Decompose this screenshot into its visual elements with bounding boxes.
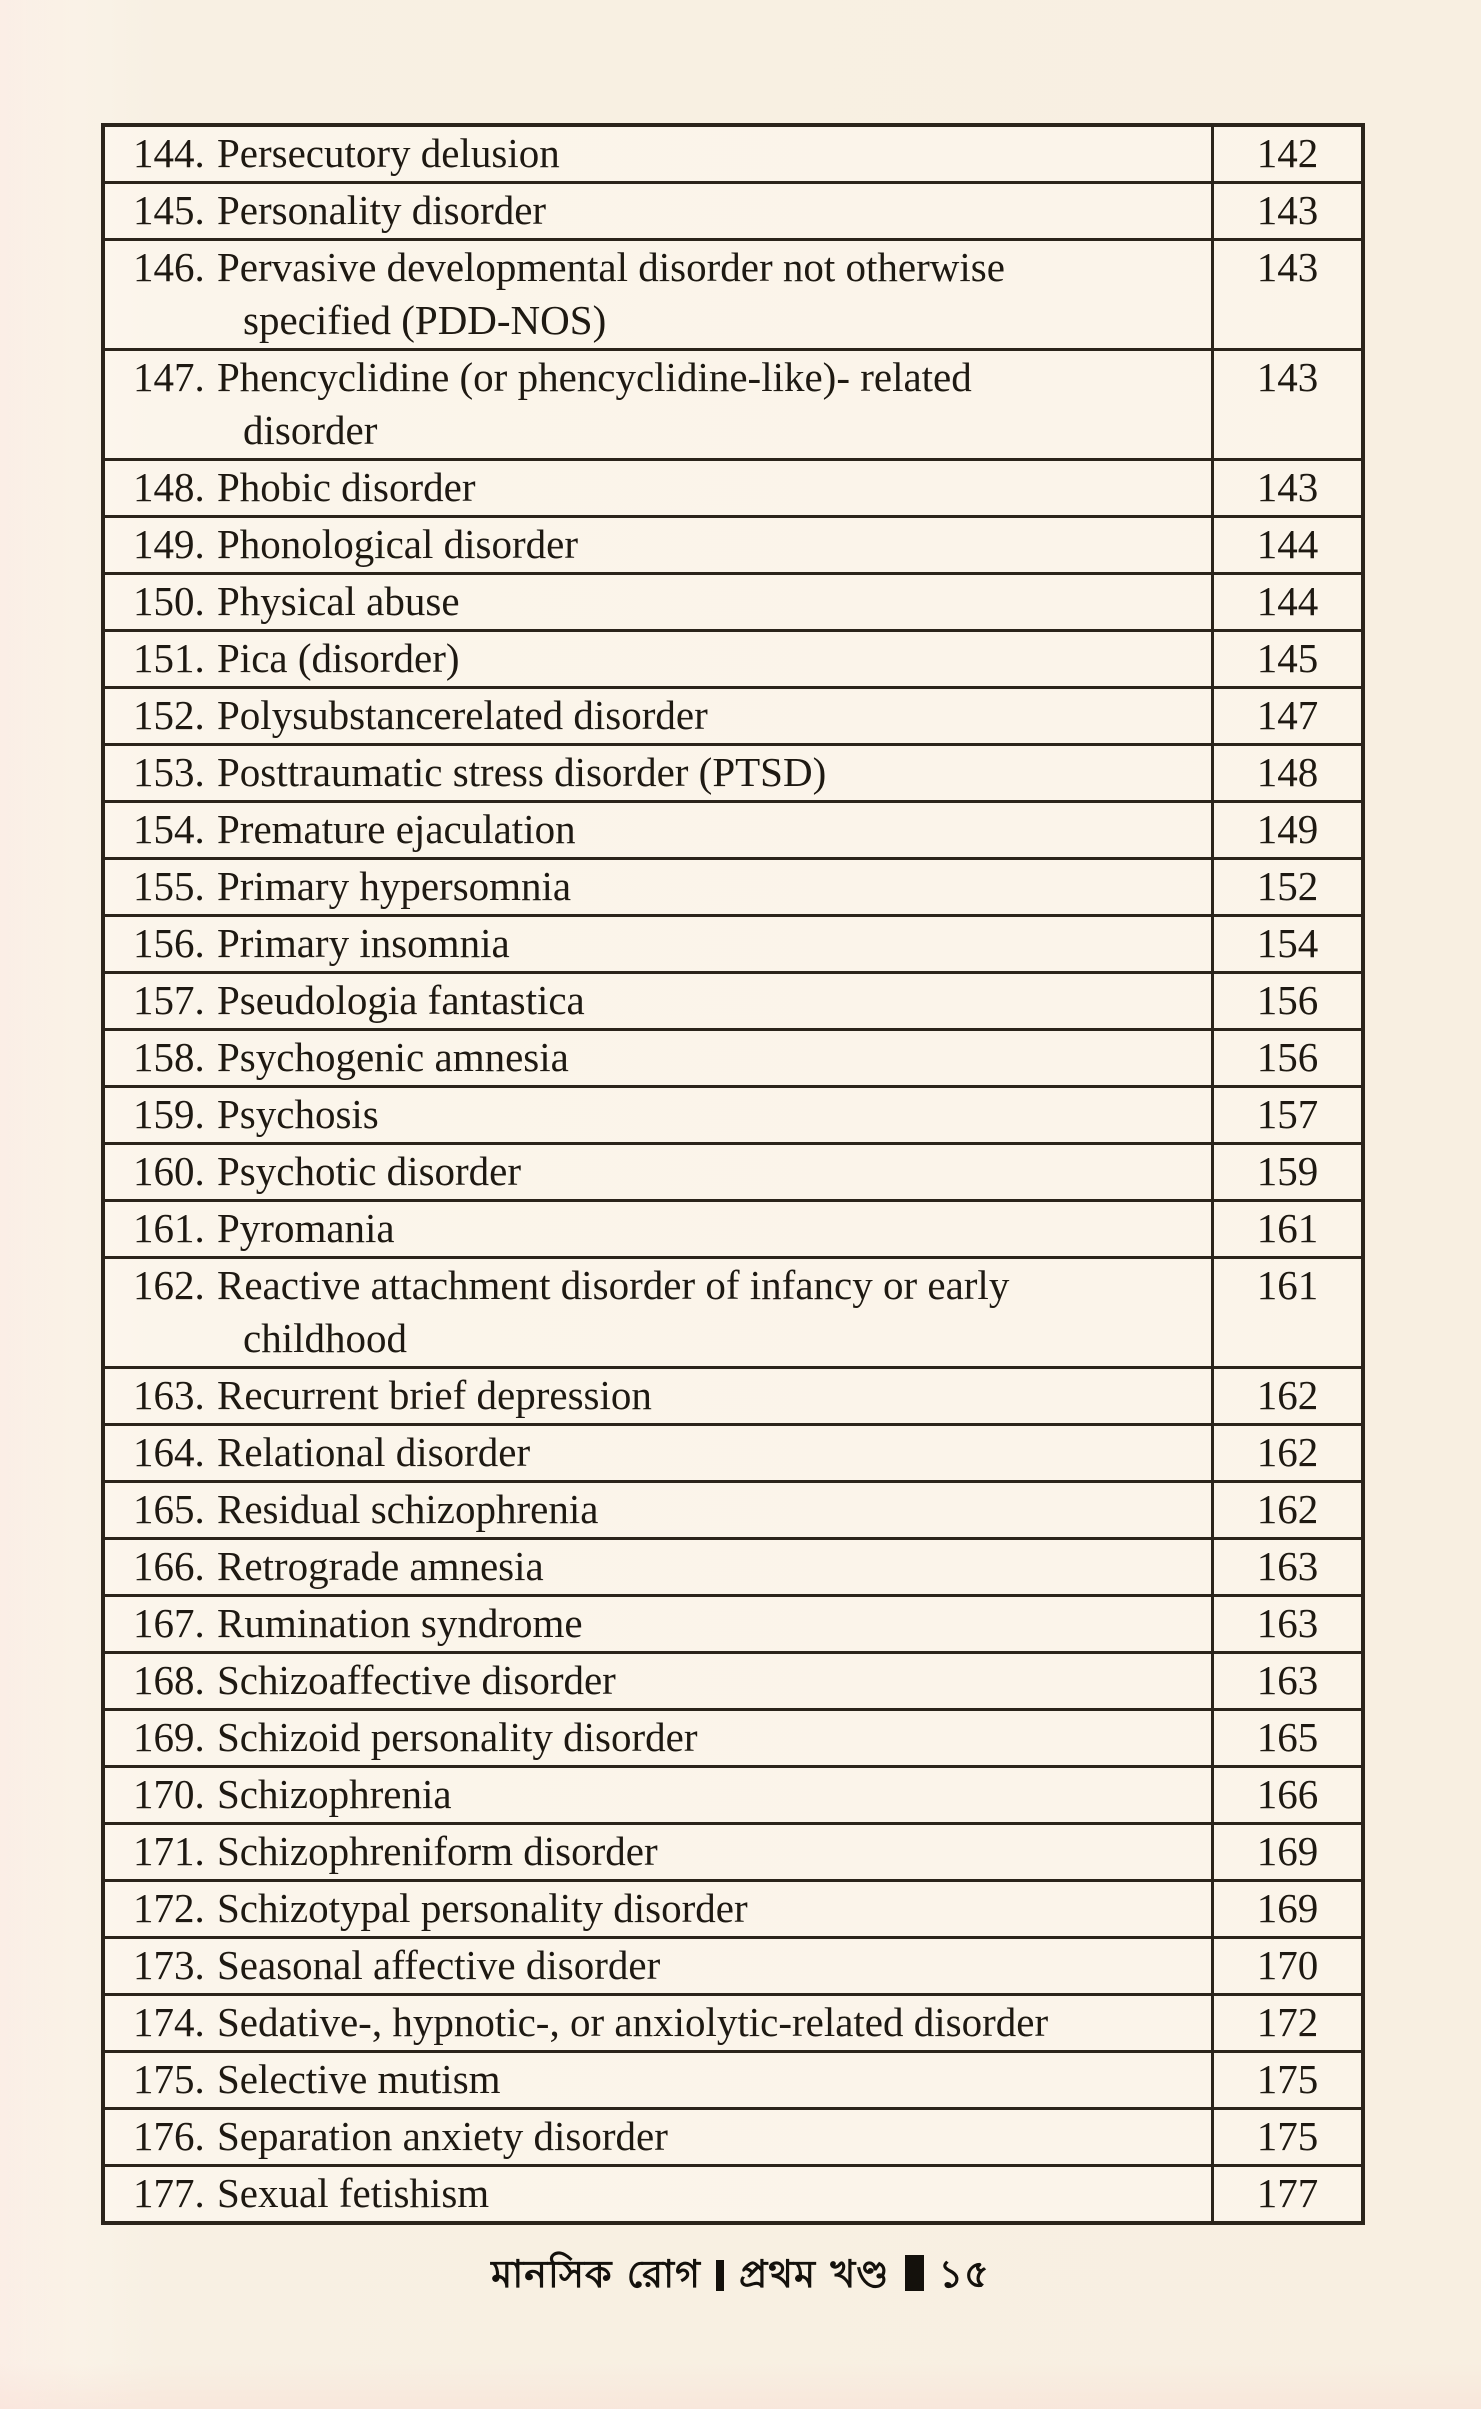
entry-name-cell <box>105 127 1214 181</box>
table-row <box>105 1031 1361 1088</box>
table-row <box>105 2053 1361 2110</box>
entry-name: Pervasive developmental disorder not otherwise <box>217 244 1005 290</box>
entry-name-cell <box>105 575 1214 629</box>
entry-name: Phobic disorder <box>217 464 476 510</box>
entry-name-cell <box>105 1369 1214 1423</box>
entry-name-cell <box>105 1426 1214 1480</box>
entry-name-cell <box>105 917 1214 971</box>
index-table <box>101 123 1365 2225</box>
entry-name-line <box>105 127 1211 180</box>
entry-number: 175. <box>133 2056 205 2102</box>
entry-name-line <box>105 689 1211 742</box>
entry-name-cell <box>105 518 1214 572</box>
entry-name-line <box>105 1145 1211 1198</box>
entry-number: 151. <box>133 635 205 681</box>
table-row <box>105 689 1361 746</box>
entry-name-line <box>105 1426 1211 1479</box>
entry-page-number: 144 <box>1256 578 1319 624</box>
entry-name: Schizoaffective disorder <box>217 1657 616 1703</box>
entry-number: 171. <box>133 1828 205 1874</box>
entry-name: Selective mutism <box>217 2056 501 2102</box>
entry-name-line <box>105 461 1211 514</box>
table-row <box>105 184 1361 241</box>
entry-name-continuation: childhood <box>243 1315 407 1361</box>
entry-page-number: 143 <box>1256 244 1319 290</box>
entry-number: 156. <box>133 920 205 966</box>
entry-page-number: 152 <box>1256 863 1319 909</box>
entry-name-line <box>105 1768 1211 1821</box>
entry-number: 164. <box>133 1429 205 1475</box>
table-row <box>105 860 1361 917</box>
table-row <box>105 1597 1361 1654</box>
entry-name-line <box>105 1654 1211 1707</box>
entry-number: 157. <box>133 977 205 1023</box>
entry-name-line <box>105 351 1211 404</box>
entry-name-line <box>105 1088 1211 1141</box>
entry-number: 158. <box>133 1034 205 1080</box>
entry-page-number: 177 <box>1256 2170 1319 2216</box>
entry-name-cell <box>105 1654 1214 1708</box>
entry-number: 147. <box>133 354 205 400</box>
entry-name-cell <box>105 1597 1214 1651</box>
entry-number: 162. <box>133 1262 205 1308</box>
entry-name-line <box>105 1259 1211 1312</box>
entry-number: 150. <box>133 578 205 624</box>
table-row <box>105 1145 1361 1202</box>
table-row <box>105 803 1361 860</box>
entry-name-cell <box>105 1202 1214 1256</box>
entry-page-number: 163 <box>1256 1600 1319 1646</box>
entry-page-number: 166 <box>1256 1771 1319 1817</box>
table-row <box>105 1202 1361 1259</box>
entry-name-cell <box>105 1996 1214 2050</box>
entry-name-cell <box>105 1711 1214 1765</box>
entry-page-number: 162 <box>1256 1429 1319 1475</box>
entry-name-line <box>105 1939 1211 1992</box>
table-row <box>105 2167 1361 2221</box>
entry-name: Retrograde amnesia <box>217 1543 544 1589</box>
entry-name-line <box>105 575 1211 628</box>
entry-name-cell <box>105 1939 1214 1993</box>
entry-page-number: 161 <box>1256 1205 1319 1251</box>
entry-number: 159. <box>133 1091 205 1137</box>
entry-number: 173. <box>133 1942 205 1988</box>
entry-name-line <box>105 2053 1211 2106</box>
entry-name: Schizophrenia <box>217 1771 452 1817</box>
entry-page-number: 175 <box>1256 2113 1319 2159</box>
entry-name-cell <box>105 1145 1214 1199</box>
entry-page-number: 143 <box>1256 354 1319 400</box>
entry-name-cell <box>105 2110 1214 2164</box>
entry-page-number: 149 <box>1256 806 1319 852</box>
entry-page-number: 147 <box>1256 692 1319 738</box>
entry-name-line <box>105 2167 1211 2220</box>
entry-page-number: 145 <box>1256 635 1319 681</box>
entry-name: Schizophreniform disorder <box>217 1828 658 1874</box>
table-row <box>105 241 1361 351</box>
entry-name: Primary hypersomnia <box>217 863 572 909</box>
entry-number: 172. <box>133 1885 205 1931</box>
entry-name: Seasonal affective disorder <box>217 1942 661 1988</box>
entry-name: Rumination syndrome <box>217 1600 583 1646</box>
entry-number: 148. <box>133 464 205 510</box>
entry-name: Schizoid personality disorder <box>217 1714 698 1760</box>
entry-name-continuation: specified (PDD-NOS) <box>243 297 607 343</box>
entry-page-number: 156 <box>1256 1034 1319 1080</box>
footer-volume: প্রথম খণ্ড <box>739 2252 890 2296</box>
table-row <box>105 1825 1361 1882</box>
entry-name: Pica (disorder) <box>217 635 460 681</box>
page-footer <box>0 2243 1481 2305</box>
entry-page-number: 162 <box>1256 1486 1319 1532</box>
entry-page-number: 162 <box>1256 1372 1319 1418</box>
entry-page-number: 169 <box>1256 1828 1319 1874</box>
entry-name-cell <box>105 746 1214 800</box>
table-row <box>105 1483 1361 1540</box>
table-row <box>105 974 1361 1031</box>
entry-name-line <box>105 746 1211 799</box>
entry-name: Psychosis <box>217 1091 379 1137</box>
entry-page-number: 144 <box>1256 521 1319 567</box>
entry-page-number: 165 <box>1256 1714 1319 1760</box>
entry-name-cell <box>105 1031 1214 1085</box>
entry-page-number: 157 <box>1256 1091 1319 1137</box>
entry-name-cell <box>105 1540 1214 1594</box>
entry-page-number: 143 <box>1256 187 1319 233</box>
entry-name-line <box>105 1597 1211 1650</box>
entry-name-cell <box>105 184 1214 238</box>
entry-name-line <box>105 518 1211 571</box>
table-row <box>105 1369 1361 1426</box>
entry-number: 176. <box>133 2113 205 2159</box>
entry-name-line <box>105 184 1211 237</box>
entry-name-cell <box>105 1088 1214 1142</box>
entry-number: 170. <box>133 1771 205 1817</box>
table-row <box>105 632 1361 689</box>
entry-number: 155. <box>133 863 205 909</box>
entry-number: 153. <box>133 749 205 795</box>
entry-number: 161. <box>133 1205 205 1251</box>
table-row <box>105 1259 1361 1369</box>
table-row <box>105 2110 1361 2167</box>
entry-name: Premature ejaculation <box>217 806 576 852</box>
entry-name-line <box>105 1711 1211 1764</box>
entry-name-cell <box>105 632 1214 686</box>
separator-bar-icon <box>716 2260 724 2291</box>
entry-name-line <box>105 241 1211 294</box>
entry-name-continuation: disorder <box>243 407 378 453</box>
entry-name-line <box>105 1882 1211 1935</box>
entry-name-cell <box>105 241 1214 348</box>
table-row <box>105 1654 1361 1711</box>
entry-name-line <box>105 2110 1211 2163</box>
entry-name-line <box>105 974 1211 1027</box>
table-row <box>105 1540 1361 1597</box>
entry-number: 160. <box>133 1148 205 1194</box>
entry-page-number: 143 <box>1256 464 1319 510</box>
entry-name: Residual schizophrenia <box>217 1486 599 1532</box>
entry-name-line <box>105 860 1211 913</box>
table-row <box>105 1088 1361 1145</box>
entry-name-line <box>105 632 1211 685</box>
table-row <box>105 1711 1361 1768</box>
scan-edge-shading-left <box>0 0 78 2409</box>
entry-number: 177. <box>133 2170 205 2216</box>
entry-name-cell <box>105 1768 1214 1822</box>
entry-name-line <box>105 803 1211 856</box>
entry-page-number: 142 <box>1256 130 1319 176</box>
entry-name-line <box>105 1540 1211 1593</box>
entry-name: Personality disorder <box>217 187 547 233</box>
entry-name-cell <box>105 974 1214 1028</box>
footer-page-number: ১৫ <box>938 2252 990 2296</box>
entry-name-cell <box>105 351 1214 458</box>
entry-page-number: 175 <box>1256 2056 1319 2102</box>
entry-number: 165. <box>133 1486 205 1532</box>
entry-name: Schizotypal personality disorder <box>217 1885 748 1931</box>
entry-page-number: 161 <box>1256 1262 1319 1308</box>
entry-name: Persecutory delusion <box>217 130 560 176</box>
entry-page-number: 172 <box>1256 1999 1319 2045</box>
entry-number: 167. <box>133 1600 205 1646</box>
table-row <box>105 1996 1361 2053</box>
entry-name: Pseudologia fantastica <box>217 977 585 1023</box>
table-row <box>105 746 1361 803</box>
entry-name-line <box>105 1202 1211 1255</box>
table-row <box>105 1939 1361 1996</box>
entry-name-cell <box>105 2167 1214 2221</box>
table-row <box>105 461 1361 518</box>
entry-name: Sexual fetishism <box>217 2170 490 2216</box>
entry-number: 166. <box>133 1543 205 1589</box>
entry-name-line <box>105 1483 1211 1536</box>
entry-number: 152. <box>133 692 205 738</box>
entry-name-cell <box>105 1882 1214 1936</box>
entry-name: Reactive attachment disorder of infancy or early <box>217 1262 1010 1308</box>
entry-number: 144. <box>133 130 205 176</box>
footer-book-title: মানসিক রোগ <box>491 2252 702 2296</box>
entry-name: Posttraumatic stress disorder (PTSD) <box>217 749 827 795</box>
entry-name: Psychotic disorder <box>217 1148 522 1194</box>
entry-number: 149. <box>133 521 205 567</box>
separator-block-icon <box>905 2255 924 2291</box>
entry-name-cell <box>105 461 1214 515</box>
table-row <box>105 575 1361 632</box>
table-row <box>105 351 1361 461</box>
entry-name: Sedative-, hypnotic-, or anxiolytic-related disorder <box>217 1999 1049 2045</box>
entry-page-number: 163 <box>1256 1657 1319 1703</box>
entry-name-line <box>105 1031 1211 1084</box>
entry-name: Primary insomnia <box>217 920 510 966</box>
entry-name: Relational disorder <box>217 1429 531 1475</box>
table-row <box>105 1882 1361 1939</box>
entry-name-cell <box>105 2053 1214 2107</box>
entry-number: 163. <box>133 1372 205 1418</box>
entry-number: 145. <box>133 187 205 233</box>
entry-number: 146. <box>133 244 205 290</box>
scan-edge-shading-bottom <box>0 2363 1481 2409</box>
entry-number: 169. <box>133 1714 205 1760</box>
entry-name: Pyromania <box>217 1205 395 1251</box>
entry-name-cell <box>105 860 1214 914</box>
entry-number: 154. <box>133 806 205 852</box>
entry-name: Polysubstancerelated disorder <box>217 692 708 738</box>
entry-name: Phencyclidine (or phencyclidine-like)- related <box>217 354 972 400</box>
entry-name-cell <box>105 803 1214 857</box>
entry-page-number: 169 <box>1256 1885 1319 1931</box>
entry-page-number: 148 <box>1256 749 1319 795</box>
entry-name-cell <box>105 1483 1214 1537</box>
entry-name: Physical abuse <box>217 578 460 624</box>
table-row <box>105 518 1361 575</box>
table-row <box>105 1768 1361 1825</box>
entry-page-number: 159 <box>1256 1148 1319 1194</box>
table-row <box>105 127 1361 184</box>
entry-number: 168. <box>133 1657 205 1703</box>
entry-name: Separation anxiety disorder <box>217 2113 668 2159</box>
entry-name-cell <box>105 689 1214 743</box>
entry-name: Phonological disorder <box>217 521 578 567</box>
entry-name-line <box>105 1825 1211 1878</box>
entry-name-line <box>105 1369 1211 1422</box>
entry-name-cell <box>105 1825 1214 1879</box>
entry-name: Psychogenic amnesia <box>217 1034 569 1080</box>
table-row <box>105 1426 1361 1483</box>
table-row <box>105 917 1361 974</box>
entry-name-cell <box>105 1259 1214 1366</box>
entry-name: Recurrent brief depression <box>217 1372 652 1418</box>
entry-page-number: 154 <box>1256 920 1319 966</box>
entry-page-number: 163 <box>1256 1543 1319 1589</box>
entry-name-line <box>105 917 1211 970</box>
entry-name-line <box>105 1996 1211 2049</box>
entry-number: 174. <box>133 1999 205 2045</box>
entry-page-number: 156 <box>1256 977 1319 1023</box>
entry-page-number: 170 <box>1256 1942 1319 1988</box>
